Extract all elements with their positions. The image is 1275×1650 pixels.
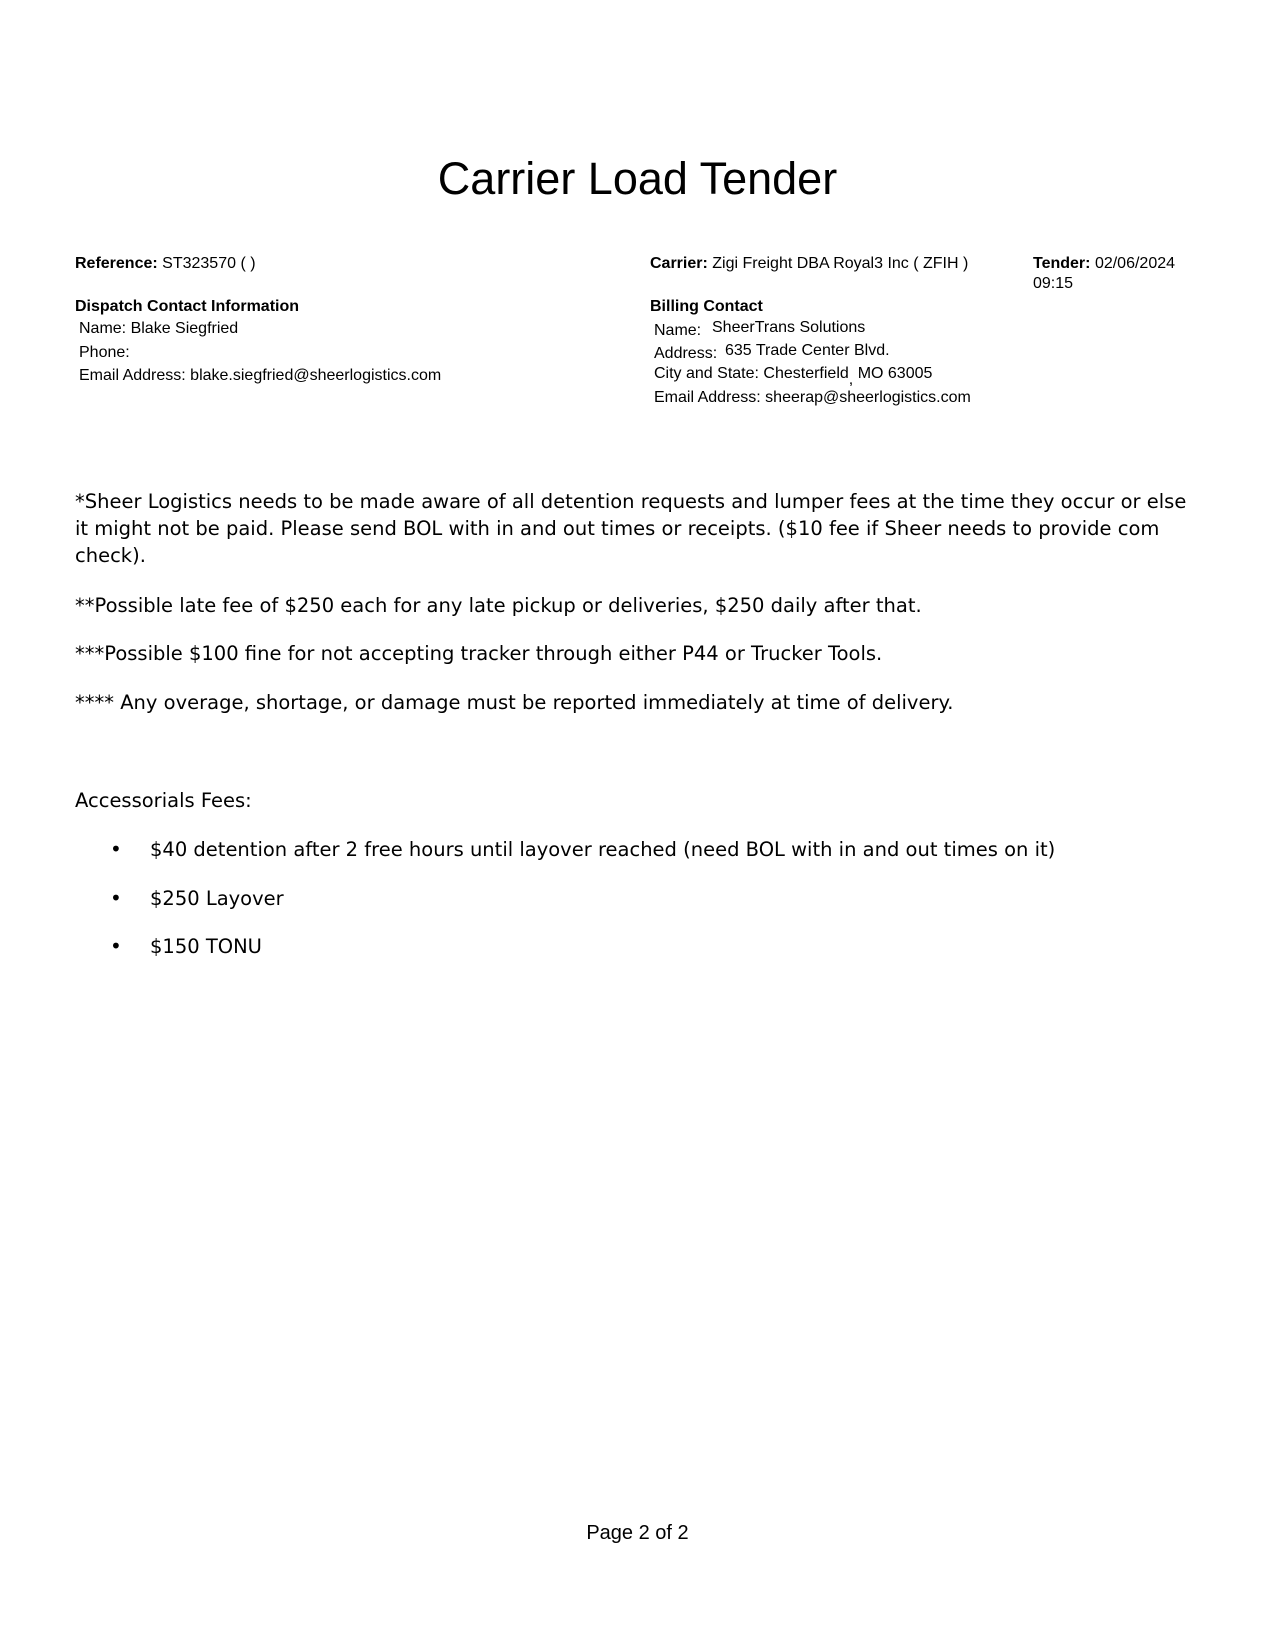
accessorial-item-detention: $40 detention after 2 free hours until layover reached (need BOL with in and out times on it) — [150, 838, 1056, 861]
note-late-fee: **Possible late fee of $250 each for any late pickup or deliveries, $250 daily after that. — [75, 594, 922, 617]
billing-name-label: Name: — [654, 322, 702, 339]
billing-email-label: Email Address: — [654, 389, 761, 406]
note-osd: **** Any overage, shortage, or damage must be reported immediately at time of delivery. — [75, 691, 954, 714]
tender-time: 09:15 — [1033, 275, 1074, 292]
page-title: Carrier Load Tender — [437, 153, 838, 204]
carrier-line — [650, 254, 968, 274]
bullet-icon: • — [110, 886, 122, 910]
dispatch-name-line — [79, 319, 238, 339]
billing-name-value: SheerTrans Solutions — [712, 319, 866, 336]
billing-city-state-label: City and State: — [654, 365, 759, 382]
billing-heading: Billing Contact — [650, 298, 763, 315]
tender-label: Tender: — [1033, 255, 1091, 272]
bullet-icon: • — [110, 837, 122, 861]
dispatch-phone-label: Phone: — [79, 344, 130, 361]
dispatch-name-value: Blake Siegfried — [130, 320, 239, 337]
tender-date: 02/06/2024 — [1094, 255, 1176, 272]
billing-city-value: Chesterfield — [763, 365, 849, 382]
note-detention-lumper: *Sheer Logistics needs to be made aware of all detention requests and lumper fees at the time they occur or else it might not be paid. Please send BOL with in and out times or receipts. ($10 fee if Sheer needs to provide com check). — [75, 490, 1187, 567]
reference-line — [75, 254, 256, 274]
billing-city-separator: , — [848, 371, 854, 388]
dispatch-email-label: Email Address: — [79, 367, 186, 384]
accessorial-item-layover: $250 Layover — [150, 887, 284, 910]
accessorial-item-tonu: $150 TONU — [150, 935, 262, 958]
billing-email-line — [654, 388, 971, 408]
note-tracker-fine: ***Possible $100 fine for not accepting tracker through either P44 or Trucker Tools. — [75, 642, 883, 665]
billing-state-zip-value: MO 63005 — [857, 365, 933, 382]
accessorials-heading: Accessorials Fees: — [75, 789, 252, 812]
billing-city-state-line — [654, 364, 933, 388]
tender-line — [1033, 254, 1175, 274]
reference-label: Reference: — [75, 255, 158, 272]
page-number: Page 2 of 2 — [586, 1522, 689, 1544]
dispatch-name-label: Name: — [79, 320, 127, 337]
carrier-value: Zigi Freight DBA Royal3 Inc ( ZFIH ) — [712, 255, 969, 272]
bullet-icon: • — [110, 934, 122, 958]
dispatch-email-value: blake.siegfried@sheerlogistics.com — [190, 367, 442, 384]
dispatch-email-line — [79, 366, 441, 386]
reference-value: ST323570 ( ) — [162, 255, 256, 272]
billing-address-label: Address: — [654, 345, 718, 362]
carrier-label: Carrier: — [650, 255, 708, 272]
billing-address-value: 635 Trade Center Blvd. — [725, 342, 890, 359]
billing-email-value: sheerap@sheerlogistics.com — [765, 389, 971, 406]
dispatch-heading: Dispatch Contact Information — [75, 298, 300, 315]
